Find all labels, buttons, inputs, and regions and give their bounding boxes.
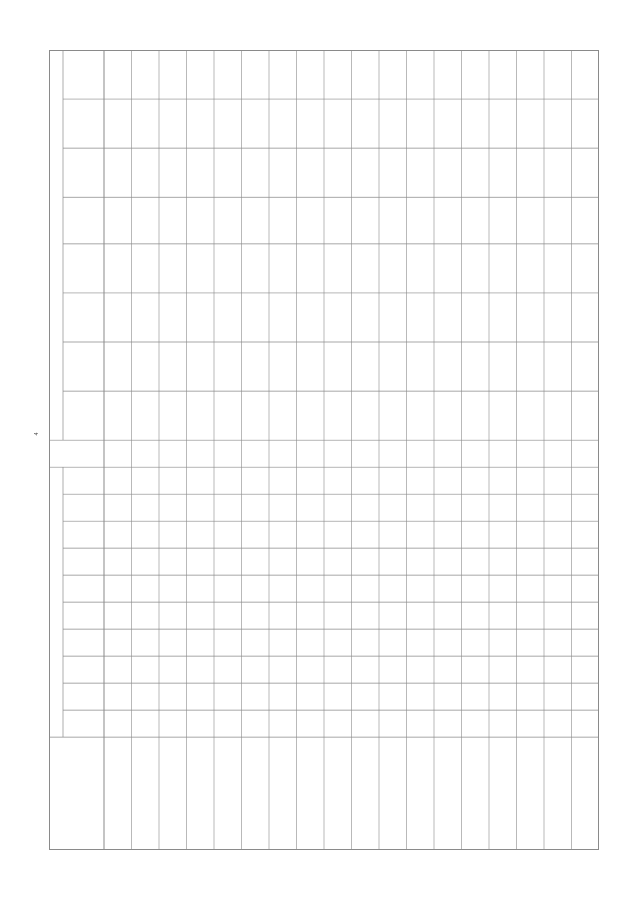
rotated-table-container [49,50,604,850]
page-number: 4 [34,432,40,436]
data-table [49,50,599,850]
